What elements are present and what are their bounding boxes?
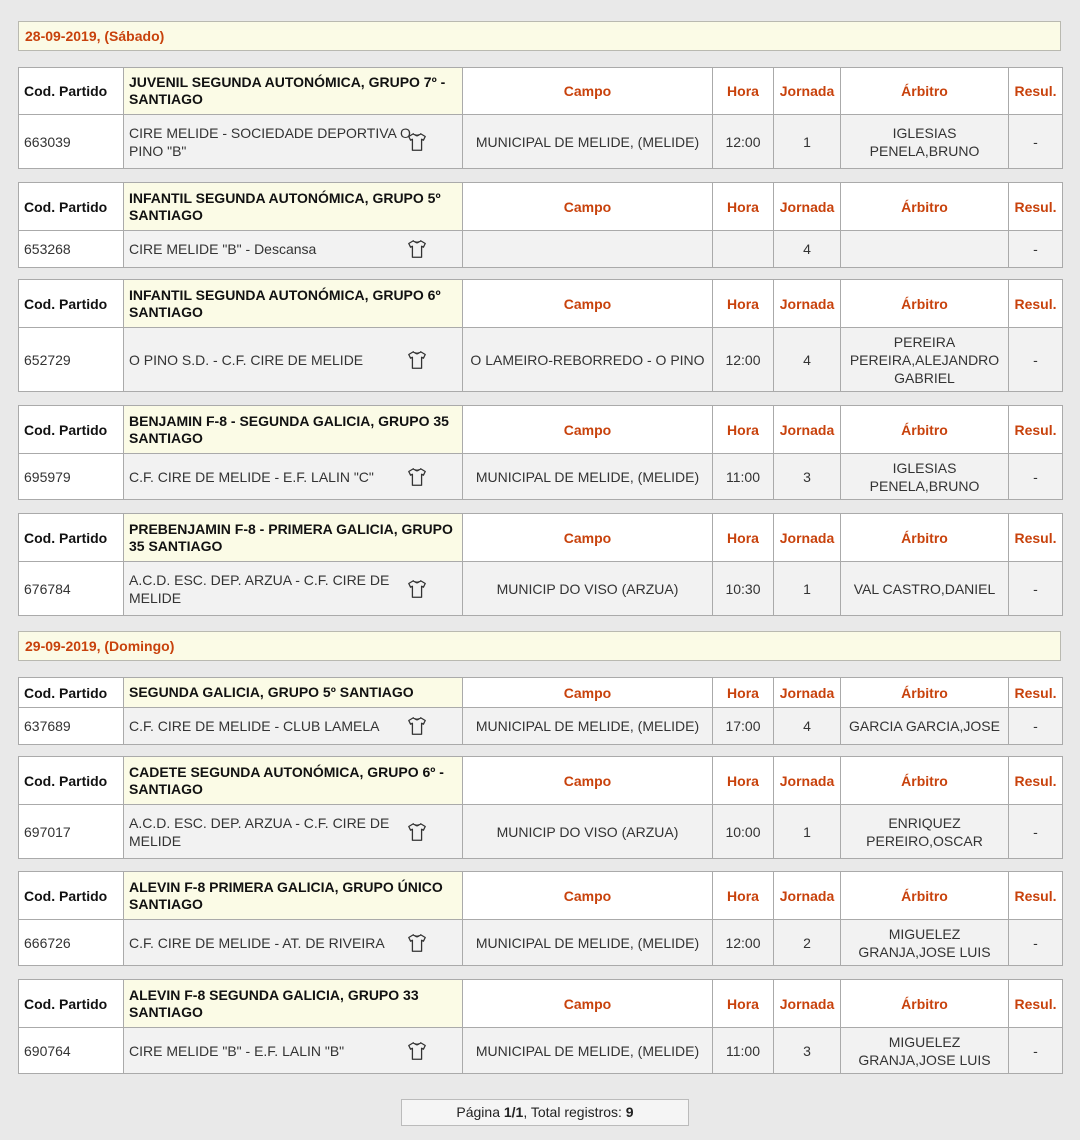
- match-table: [18, 279, 1063, 392]
- resul-header: Resul.: [1009, 183, 1063, 231]
- pagination-info: [401, 1099, 689, 1126]
- match-teams-cell[interactable]: [124, 1028, 463, 1074]
- match-teams-cell[interactable]: [124, 328, 463, 392]
- jornada-header: Jornada: [774, 280, 841, 328]
- campo-header: Campo: [463, 980, 713, 1028]
- resul-header: Resul.: [1009, 757, 1063, 805]
- code-header: Cod. Partido: [19, 514, 124, 562]
- match-campo: MUNICIP DO VISO (ARZUA): [463, 805, 713, 859]
- match-arbitro: MIGUELEZ GRANJA,JOSE LUIS: [841, 1028, 1009, 1074]
- match-table: [18, 67, 1063, 169]
- pager-middle: , Total registros:: [523, 1104, 626, 1120]
- campo-header: Campo: [463, 514, 713, 562]
- match-teams-cell[interactable]: [124, 708, 463, 745]
- match-hora: 12:00: [713, 920, 774, 966]
- match-code: 676784: [19, 562, 124, 616]
- category-title: SEGUNDA GALICIA, GRUPO 5º SANTIAGO: [124, 678, 463, 708]
- arbitro-header: Árbitro: [841, 514, 1009, 562]
- match-hora: 10:00: [713, 805, 774, 859]
- match-teams-cell[interactable]: [124, 920, 463, 966]
- team-shirt-icon[interactable]: [406, 578, 428, 600]
- match-teams[interactable]: C.F. CIRE DE MELIDE - AT. DE RIVEIRA: [129, 934, 385, 951]
- match-jornada: 3: [774, 1028, 841, 1074]
- match-campo: MUNICIPAL DE MELIDE, (MELIDE): [463, 454, 713, 500]
- match-teams-cell[interactable]: [124, 562, 463, 616]
- jornada-header: Jornada: [774, 68, 841, 115]
- match-jornada: 1: [774, 562, 841, 616]
- match-result: -: [1009, 1028, 1063, 1074]
- match-hora: 10:30: [713, 562, 774, 616]
- category-title: PREBENJAMIN F-8 - PRIMERA GALICIA, GRUPO 35 SANTIAGO: [124, 514, 463, 562]
- resul-header: Resul.: [1009, 980, 1063, 1028]
- match-code: 637689: [19, 708, 124, 745]
- match-teams-cell[interactable]: [124, 454, 463, 500]
- match-arbitro: IGLESIAS PENELA,BRUNO: [841, 454, 1009, 500]
- resul-header: Resul.: [1009, 68, 1063, 115]
- date-header: 29-09-2019, (Domingo): [18, 631, 1061, 661]
- match-code: 695979: [19, 454, 124, 500]
- match-teams-cell[interactable]: [124, 231, 463, 268]
- arbitro-header: Árbitro: [841, 406, 1009, 454]
- match-header-row: [19, 872, 1063, 920]
- hora-header: Hora: [713, 514, 774, 562]
- pager-page: 1/1: [503, 1104, 524, 1120]
- campo-header: Campo: [463, 406, 713, 454]
- match-campo: MUNICIPAL DE MELIDE, (MELIDE): [463, 115, 713, 169]
- match-arbitro: IGLESIAS PENELA,BRUNO: [841, 115, 1009, 169]
- match-hora: 11:00: [713, 1028, 774, 1074]
- jornada-header: Jornada: [774, 757, 841, 805]
- match-code: 697017: [19, 805, 124, 859]
- category-title: INFANTIL SEGUNDA AUTONÓMICA, GRUPO 5º SANTIAGO: [124, 183, 463, 231]
- match-result: -: [1009, 328, 1063, 392]
- arbitro-header: Árbitro: [841, 678, 1009, 708]
- match-hora: [713, 231, 774, 268]
- category-title: JUVENIL SEGUNDA AUTONÓMICA, GRUPO 7º - SANTIAGO: [124, 68, 463, 115]
- match-table: [18, 513, 1063, 616]
- match-header-row: [19, 678, 1063, 708]
- match-teams[interactable]: A.C.D. ESC. DEP. ARZUA - C.F. CIRE DE MELIDE: [129, 814, 390, 849]
- date-header: 28-09-2019, (Sábado): [18, 21, 1061, 51]
- match-teams[interactable]: CIRE MELIDE - SOCIEDADE DEPORTIVA O PINO "B": [129, 124, 411, 159]
- match-campo: MUNICIPAL DE MELIDE, (MELIDE): [463, 1028, 713, 1074]
- team-shirt-icon[interactable]: [406, 131, 428, 153]
- resul-header: Resul.: [1009, 678, 1063, 708]
- match-header-row: [19, 980, 1063, 1028]
- match-campo: MUNICIPAL DE MELIDE, (MELIDE): [463, 708, 713, 745]
- match-result: -: [1009, 708, 1063, 745]
- match-row: [19, 562, 1063, 616]
- campo-header: Campo: [463, 68, 713, 115]
- pager-prefix: Página: [456, 1104, 504, 1120]
- jornada-header: Jornada: [774, 678, 841, 708]
- team-shirt-icon[interactable]: [406, 821, 428, 843]
- category-title: CADETE SEGUNDA AUTONÓMICA, GRUPO 6º - SANTIAGO: [124, 757, 463, 805]
- pager-total: 9: [625, 1104, 634, 1120]
- arbitro-header: Árbitro: [841, 757, 1009, 805]
- campo-header: Campo: [463, 280, 713, 328]
- match-arbitro: VAL CASTRO,DANIEL: [841, 562, 1009, 616]
- match-row: [19, 454, 1063, 500]
- team-shirt-icon[interactable]: [406, 1040, 428, 1062]
- arbitro-header: Árbitro: [841, 980, 1009, 1028]
- match-teams[interactable]: C.F. CIRE DE MELIDE - E.F. LALIN "C": [129, 468, 374, 485]
- match-table: [18, 405, 1063, 500]
- resul-header: Resul.: [1009, 514, 1063, 562]
- resul-header: Resul.: [1009, 872, 1063, 920]
- match-result: -: [1009, 920, 1063, 966]
- match-arbitro: ENRIQUEZ PEREIRO,OSCAR: [841, 805, 1009, 859]
- match-jornada: 4: [774, 328, 841, 392]
- match-hora: 17:00: [713, 708, 774, 745]
- match-result: -: [1009, 115, 1063, 169]
- match-row: [19, 231, 1063, 268]
- campo-header: Campo: [463, 183, 713, 231]
- match-header-row: [19, 280, 1063, 328]
- match-result: -: [1009, 562, 1063, 616]
- jornada-header: Jornada: [774, 406, 841, 454]
- match-campo: MUNICIP DO VISO (ARZUA): [463, 562, 713, 616]
- team-shirt-icon[interactable]: [406, 349, 428, 371]
- match-campo: O LAMEIRO-REBORREDO - O PINO: [463, 328, 713, 392]
- match-code: 663039: [19, 115, 124, 169]
- match-teams[interactable]: O PINO S.D. - C.F. CIRE DE MELIDE: [129, 351, 364, 368]
- match-teams-cell[interactable]: [124, 115, 463, 169]
- match-hora: 11:00: [713, 454, 774, 500]
- hora-header: Hora: [713, 980, 774, 1028]
- match-teams[interactable]: A.C.D. ESC. DEP. ARZUA - C.F. CIRE DE MELIDE: [129, 571, 390, 606]
- arbitro-header: Árbitro: [841, 183, 1009, 231]
- match-row: [19, 1028, 1063, 1074]
- code-header: Cod. Partido: [19, 183, 124, 231]
- hora-header: Hora: [713, 757, 774, 805]
- match-header-row: [19, 514, 1063, 562]
- match-jornada: 1: [774, 115, 841, 169]
- code-header: Cod. Partido: [19, 68, 124, 115]
- jornada-header: Jornada: [774, 872, 841, 920]
- category-title: INFANTIL SEGUNDA AUTONÓMICA, GRUPO 6º SANTIAGO: [124, 280, 463, 328]
- match-table: [18, 677, 1063, 745]
- match-campo: MUNICIPAL DE MELIDE, (MELIDE): [463, 920, 713, 966]
- code-header: Cod. Partido: [19, 280, 124, 328]
- code-header: Cod. Partido: [19, 678, 124, 708]
- match-jornada: 3: [774, 454, 841, 500]
- match-result: -: [1009, 805, 1063, 859]
- jornada-header: Jornada: [774, 980, 841, 1028]
- arbitro-header: Árbitro: [841, 872, 1009, 920]
- match-teams[interactable]: CIRE MELIDE "B" - Descansa: [129, 241, 317, 257]
- match-table: [18, 756, 1063, 859]
- match-row: [19, 115, 1063, 169]
- resul-header: Resul.: [1009, 280, 1063, 328]
- jornada-header: Jornada: [774, 514, 841, 562]
- match-header-row: [19, 757, 1063, 805]
- hora-header: Hora: [713, 678, 774, 708]
- match-result: -: [1009, 454, 1063, 500]
- category-title: BENJAMIN F-8 - SEGUNDA GALICIA, GRUPO 35 SANTIAGO: [124, 406, 463, 454]
- match-table: [18, 979, 1063, 1074]
- match-row: [19, 328, 1063, 392]
- match-jornada: 2: [774, 920, 841, 966]
- match-teams-cell[interactable]: [124, 805, 463, 859]
- code-header: Cod. Partido: [19, 980, 124, 1028]
- code-header: Cod. Partido: [19, 406, 124, 454]
- jornada-header: Jornada: [774, 183, 841, 231]
- match-arbitro: MIGUELEZ GRANJA,JOSE LUIS: [841, 920, 1009, 966]
- arbitro-header: Árbitro: [841, 280, 1009, 328]
- hora-header: Hora: [713, 872, 774, 920]
- code-header: Cod. Partido: [19, 757, 124, 805]
- match-code: 690764: [19, 1028, 124, 1074]
- hora-header: Hora: [713, 406, 774, 454]
- match-header-row: [19, 68, 1063, 115]
- team-shirt-icon[interactable]: [406, 466, 428, 488]
- match-jornada: 4: [774, 708, 841, 745]
- match-row: [19, 805, 1063, 859]
- hora-header: Hora: [713, 183, 774, 231]
- match-hora: 12:00: [713, 115, 774, 169]
- match-result: -: [1009, 231, 1063, 268]
- match-arbitro: GARCIA GARCIA,JOSE: [841, 708, 1009, 745]
- match-code: 666726: [19, 920, 124, 966]
- arbitro-header: Árbitro: [841, 68, 1009, 115]
- team-shirt-icon[interactable]: [406, 715, 428, 737]
- match-row: [19, 920, 1063, 966]
- match-teams[interactable]: C.F. CIRE DE MELIDE - CLUB LAMELA: [129, 718, 380, 734]
- code-header: Cod. Partido: [19, 872, 124, 920]
- match-table: [18, 871, 1063, 966]
- match-arbitro: PEREIRA PEREIRA,ALEJANDRO GABRIEL: [841, 328, 1009, 392]
- match-code: 653268: [19, 231, 124, 268]
- match-header-row: [19, 406, 1063, 454]
- match-hora: 12:00: [713, 328, 774, 392]
- match-code: 652729: [19, 328, 124, 392]
- match-jornada: 4: [774, 231, 841, 268]
- match-jornada: 1: [774, 805, 841, 859]
- match-table: [18, 182, 1063, 268]
- match-row: [19, 708, 1063, 745]
- hora-header: Hora: [713, 68, 774, 115]
- resul-header: Resul.: [1009, 406, 1063, 454]
- category-title: ALEVIN F-8 SEGUNDA GALICIA, GRUPO 33 SANTIAGO: [124, 980, 463, 1028]
- category-title: ALEVIN F-8 PRIMERA GALICIA, GRUPO ÚNICO SANTIAGO: [124, 872, 463, 920]
- match-arbitro: [841, 231, 1009, 268]
- hora-header: Hora: [713, 280, 774, 328]
- match-campo: [463, 231, 713, 268]
- campo-header: Campo: [463, 678, 713, 708]
- campo-header: Campo: [463, 757, 713, 805]
- team-shirt-icon[interactable]: [406, 932, 428, 954]
- match-teams[interactable]: CIRE MELIDE "B" - E.F. LALIN "B": [129, 1042, 345, 1059]
- team-shirt-icon[interactable]: [406, 238, 428, 260]
- campo-header: Campo: [463, 872, 713, 920]
- match-header-row: [19, 183, 1063, 231]
